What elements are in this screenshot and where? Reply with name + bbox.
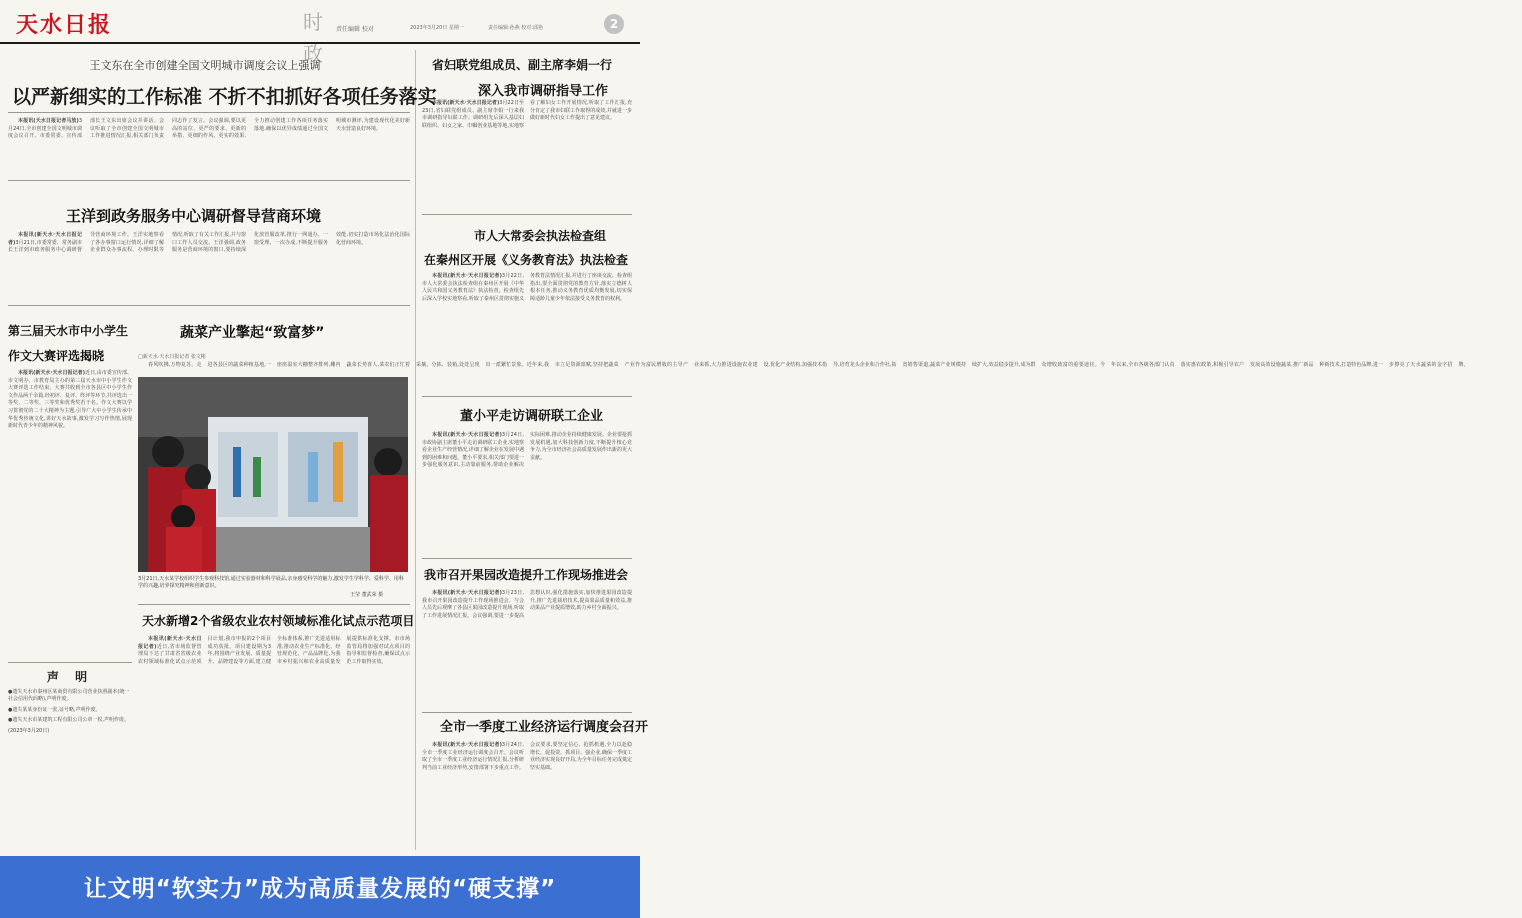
right4-text: 3月23日,我市召开果园改造提升工作现场推进会。与会人员先后观摩了各县区果园改造提升现场,听取了工作进展情况汇报。会议强调,要进一步提高思想认识,强化措施落实,加快推进果园改造提升,推广先进栽培技术,提高果品质量和效益,推动果品产业提质增效,助力乡村全面振兴。 [422,590,632,619]
footer-slogan: 让文明“软实力”成为高质量发展的“硬支撑” [83,876,557,902]
story3-byline: 本报讯(新天水·天水日报记者) [18,370,86,376]
story3-headline-line2: 作文大赛评选揭晓 [8,349,105,363]
right1-deck: 省妇联党组成员、副主席李娟一行 [432,58,613,72]
right2-body [422,273,632,391]
editor-line: 责任编辑:孙燕 校对:邱艳 [488,25,543,31]
newspaper-logo: 天水日报 [16,12,113,38]
story3-text: 近日,由市委宣传部、市文明办、市教育局主办的第三届天水市中小学生作文大赛评选工作结束。大赛共收到全市各县区中小学生作文作品两千余篇,经初评、复评、终评等环节,共评选出一等奖、二等奖、三等奖和优秀奖若干名。作文大赛以学习贯彻党的二十大精神为主题,引导广大中小学生传承中华优秀传统文化,讲好天水故事,激发学习写作热情,展现新时代青少年的精神风貌。 [8,370,132,430]
section-rule [138,604,410,605]
right4-body [422,590,632,708]
right3-byline: 本报讯(新天水·天水日报记者) [432,432,502,438]
right2-headline: 在秦州区开展《义务教育法》执法检查 [424,253,629,267]
section-rule [422,558,632,559]
story4-body [138,636,410,850]
feature-byline: □新天水·天水日报记者 张文彬 [138,354,206,360]
story2-headline: 王洋到政务服务中心调研督导营商环境 [66,207,322,225]
right5-byline: 本报讯(新天水·天水日报记者) [432,742,502,748]
story4-headline: 天水新增2个省级农业农村领域标准化试点示范项目 [142,614,415,628]
right2-deck: 市人大常委会执法检查组 [474,229,607,243]
section-rule [8,662,132,663]
top-story-deck: 王文东在全市创建全国文明城市调度会议上强调 [89,59,321,72]
notice-title: 声 明 [46,670,94,684]
photo-credit: 王莹 董武荣 摄 [350,592,384,598]
right2-byline: 本报讯(新天水·天水日报记者) [432,273,502,279]
photo-caption: 3月21日,天水某学校组织学生参观科技馆,通过实验器材和科学展品,亲身感受科学的魅力,激发学生学科学、爱科学、用科学的兴趣,培养探究精神和创新意识。 [138,576,404,589]
news-photo [138,377,408,572]
issue-date: 2023年3月20日 星期一 [410,25,464,31]
right3-body [422,432,632,554]
feature-text: 春风吹拂,万物复苏。走进各县区的蔬菜种植基地,一座座温室大棚整齐排列,棚内蔬菜长势喜人,菜农们正忙着采摘、分拣、装箱,处处呈现出一派繁忙景象。近年来,我市立足资源禀赋,坚持把蔬菜产业作为富民增收的主导产业来抓,大力推进设施农业建设,优化产业结构,加强技术指导,培育龙头企业和合作社,拓宽销售渠道,蔬菜产业规模持续扩大,效益稳步提升,成为群众增收致富的重要途径。今年以来,全市各级各部门认真落实惠农政策,积极引导农户发展高效设施蔬菜,推广新品种新技术,打造特色品牌,进一步擦亮了天水蔬菜的金字招牌。 [148,362,1469,368]
section-title: 时政 [303,10,323,66]
story2-body [8,232,410,300]
story2-byline: 本报讯(新天水·天水日报记者) [8,232,82,246]
feature-body-top [138,362,1469,374]
right2-text: 3月22日,市人大常委会执法检查组在秦州区开展《中华人民共和国义务教育法》执法检查。检查组先后深入学校实地察看,听取了秦州区贯彻实施义务教育法情况汇报,并进行了座谈交流。检查组指出,要全面贯彻党的教育方针,落实立德树人根本任务,推动义务教育优质均衡发展,切实保障适龄儿童少年依法接受义务教育的权利。 [422,273,632,302]
right4-headline: 我市召开果园改造提升工作现场推进会 [424,568,629,582]
right4-byline: 本报讯(新天水·天水日报记者) [432,590,502,596]
section-rule [8,305,410,306]
story3-body [8,370,132,660]
right5-text: 3月24日,全市一季度工业经济运行调度会召开。会议听取了全市一季度工业经济运行情况汇报,分析研判当前工业经济形势,安排部署下步重点工作。会议要求,要坚定信心、抢抓机遇,全力以赴稳增长、促投资、抓项目、强企业,确保一季度工业经济实现良好开局,为全年目标任务完成奠定坚实基础。 [422,742,632,771]
students-science-photo [138,377,408,572]
story2-text: 3月21日,市委常委、常务副市长王洋到市政务服务中心调研督导营商环境工作。王洋实地察看了各办事窗口运行情况,详细了解企业群众办事流程、办理时限等情况,听取了有关工作汇报,并与窗口工作人员交流。王洋强调,政务服务是营商环境的窗口,要持续深化放管服改革,推行一网通办、一窗受理、一次办成,不断提升服务效能,切实打造市场化法治化国际化营商环境。 [8,232,410,254]
top-story-byline: 本报讯(天水日报记者马放) [18,118,79,124]
right1-headline: 深入我市调研指导工作 [478,84,609,99]
notice-item: (2023年3月20日) [8,727,50,734]
story4-byline: 本报讯(新天水·天水日报记者) [138,636,202,650]
section-rule [8,180,410,181]
section-rule [422,214,632,215]
right5-headline: 全市一季度工业经济运行调度会召开 [440,720,649,735]
feature-headline: 蔬菜产业擎起“致富梦” [180,325,325,341]
top-story-text: 3月24日,全市创建全国文明城市调度会议召开。市委常委、宣传部部长王文东出席会议并讲话。会议听取了全市创建全国文明城市工作推进情况汇报,相关部门负责同志作了发言。会议强调,要以更高的站位、更严的要求、更新的举措、更细的作风、更实的效果,全力推动创建工作各项任务落实落地,确保以优异成绩通过全国文明城市测评,为建设现代化美好新天水营造良好环境。 [8,118,410,140]
headline-rule [8,112,410,113]
notice-item: ●遗失某某身份证一张,证号略,声明作废。 [8,706,101,713]
top-story-body [8,118,410,174]
page-number: 2 [604,14,624,34]
right1-byline: 本报讯(新天水·天水日报记者) [432,100,500,106]
notice-item: ●遗失天水市某建筑工程有限公司公章一枚,声明作废。 [8,717,129,724]
section-subtitle: 责任编辑 校对 [336,26,374,33]
right3-headline: 董小平走访调研联工企业 [460,409,604,424]
section-rule [422,396,632,397]
right1-text: 3月22日至23日,省妇联党组成员、副主席李娟一行来我市调研指导妇联工作。调研组先后深入基层妇联组织、妇女之家、巾帼创业基地等地,实地察看了解妇女工作开展情况,听取了工作汇报,充分肯定了我市妇联工作取得的成效,并就进一步做好新时代妇女工作提出了意见建议。 [422,100,632,129]
story3-headline-line1: 第三届天水市中小学生 [8,324,129,338]
notice-box [8,668,132,850]
top-story-headline: 以严新细实的工作标准 不折不扣抓好各项任务落实 [12,86,437,108]
story4-text: 近日,省市场监督管理局下达了甘肃省省级农业农村领域标准化试点示范项目计划,我市申报的2个项目成功获批。项目建设期为3年,将围绕产业发展、质量提升、品牌建设等方面,建立健全标准体系,推广先进适用标准,推动农业生产标准化、经营规范化、产品品牌化,为我市乡村振兴和农业高质量发展提供标准化支撑。市市场监管局将加强对试点项目的指导和监督检查,确保试点示范工作取得实效。 [138,636,410,665]
section-rule [422,712,632,713]
column-divider [415,50,416,850]
notice-item: ●遗失天水市秦州区某商贸有限公司营业执照副本(统一社会信用代码略),声明作废。 [8,689,130,703]
right5-body [422,742,632,850]
right3-text: 3月24日,市政协副主席董小平走访调研联工企业,实地察看企业生产经营情况,详细了解企业在发展中遇到的困难和问题。董小平要求,相关部门要进一步强化服务意识,主动靠前服务,帮助企业解决实际困难,推动企业持续健康发展。企业要抢抓发展机遇,加大科技创新力度,不断提升核心竞争力,为全市经济社会高质量发展作出新的更大贡献。 [422,432,632,469]
right1-body [422,100,632,210]
